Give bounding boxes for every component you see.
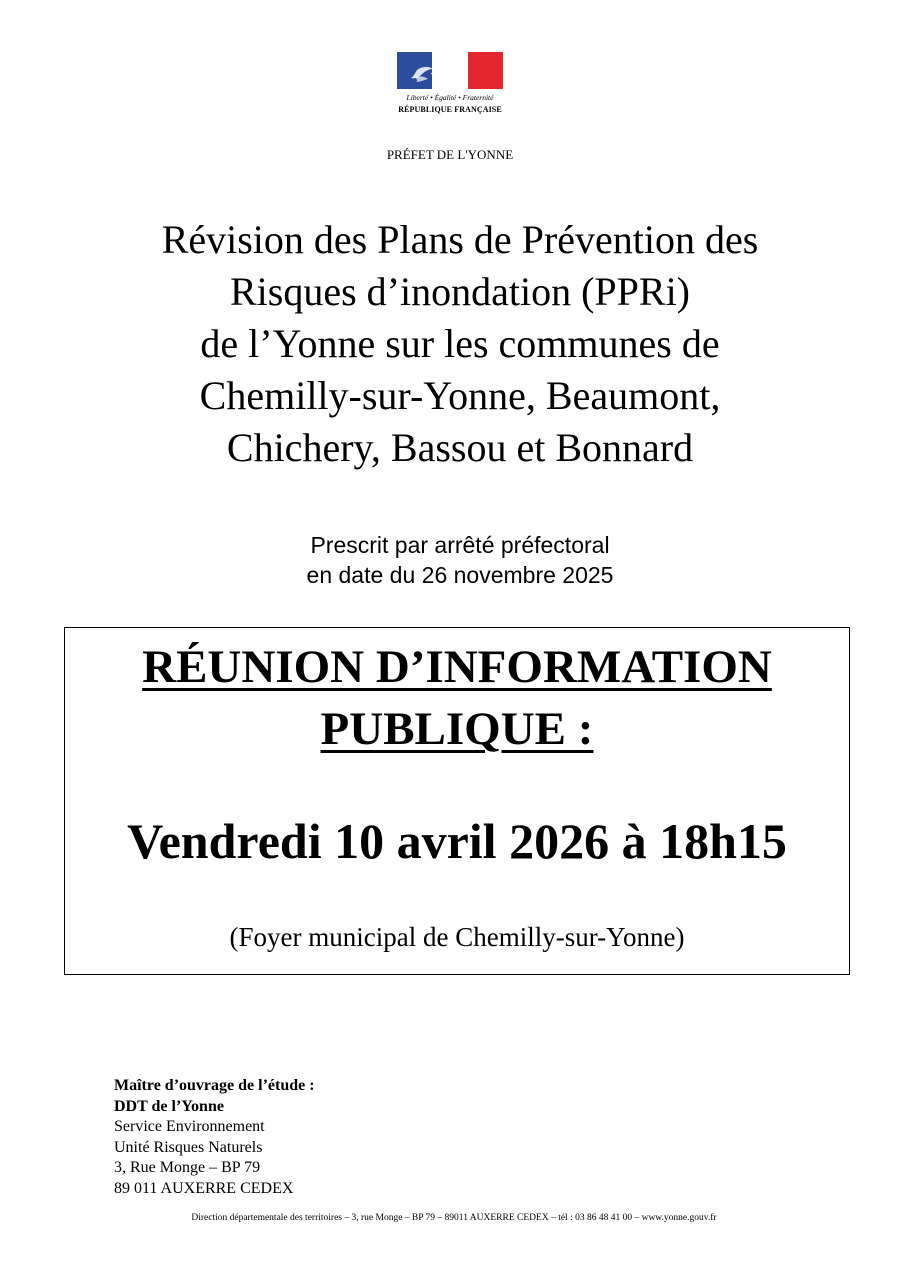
title-line: Risques d’inondation (PPRi) bbox=[229, 269, 691, 314]
meeting-date: Vendredi 10 avril 2026 à 18h15 bbox=[127, 813, 787, 869]
project-owner-unit: Unité Risques Naturels bbox=[114, 1138, 263, 1156]
marianne-profile-icon bbox=[397, 52, 503, 89]
title-line: Chichery, Bassou et Bonnard bbox=[226, 425, 694, 470]
meeting-heading bbox=[65, 636, 849, 760]
republic-name: RÉPUBLIQUE FRANÇAISE bbox=[398, 105, 502, 114]
marianne-logo bbox=[397, 52, 503, 118]
project-owner-org: DDT de l’Yonne bbox=[114, 1097, 224, 1115]
republic-motto: Liberté • Égalité • Fraternité bbox=[406, 93, 494, 102]
meeting-heading-line: PUBLIQUE : bbox=[320, 703, 594, 755]
project-owner-service: Service Environnement bbox=[114, 1118, 265, 1135]
document-title bbox=[90, 214, 830, 474]
prescription-line: en date du 26 novembre 2025 bbox=[306, 562, 614, 588]
footer-address: Direction départementale des territoires – 3, rue Monge – BP 79 – 89011 AUXERRE CEDEX – tél : 03 86 48 41 00 – www.yonne.gouv.fr bbox=[191, 1213, 717, 1223]
prescription-note bbox=[0, 530, 900, 590]
title-line: Révision des Plans de Prévention des bbox=[161, 217, 759, 262]
project-owner-city: 89 011 AUXERRE CEDEX bbox=[114, 1179, 294, 1197]
tricolor-flag bbox=[397, 52, 503, 89]
prefet-heading: PRÉFET DE L'YONNE bbox=[386, 147, 514, 162]
project-owner-street: 3, Rue Monge – BP 79 bbox=[114, 1159, 261, 1176]
title-line: de l’Yonne sur les communes de bbox=[200, 321, 720, 366]
title-line: Chemilly-sur-Yonne, Beaumont, bbox=[199, 373, 721, 418]
project-owner-block bbox=[114, 1076, 315, 1199]
project-owner-label: Maître d’ouvrage de l’étude : bbox=[114, 1077, 315, 1094]
meeting-box bbox=[64, 627, 850, 975]
meeting-place: (Foyer municipal de Chemilly-sur-Yonne) bbox=[229, 922, 685, 952]
prescription-line: Prescrit par arrêté préfectoral bbox=[310, 532, 610, 558]
meeting-heading-line: RÉUNION D’INFORMATION bbox=[142, 641, 772, 693]
